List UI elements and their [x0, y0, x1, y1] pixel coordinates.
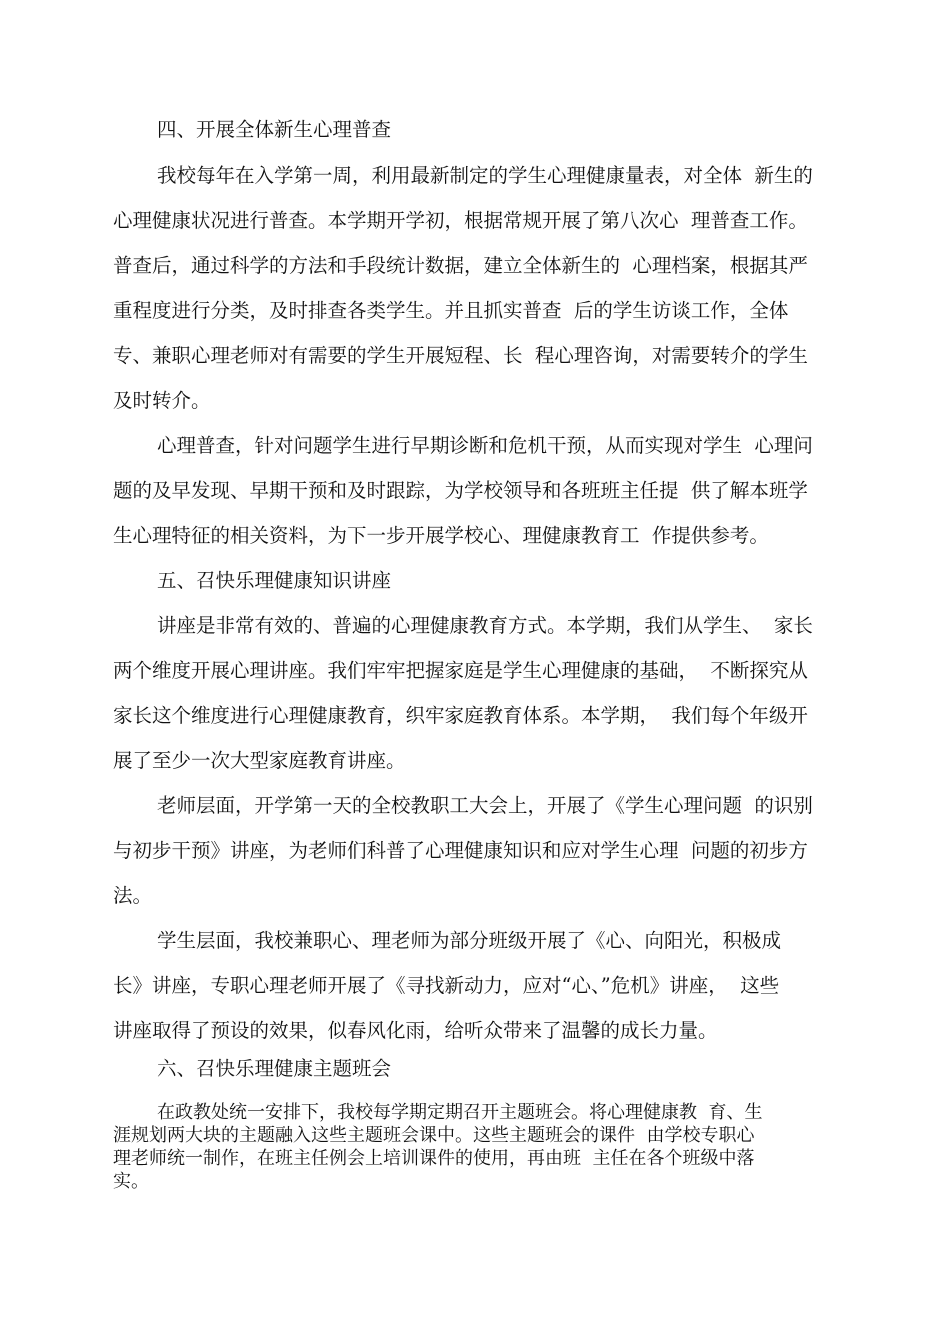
section-heading: 五、召快乐理健康知识讲座: [157, 569, 392, 592]
paragraph-line: 家长这个维度进行心理健康教育，织牢家庭教育体系。本学期， 我们每个年级开: [113, 704, 808, 727]
paragraph-line: 讲座是非常有效的、普遍的心理健康教育方式。本学期，我们从学生、 家长: [157, 614, 813, 637]
paragraph-line: 两个维度开展心理讲座。我们牢牢把握家庭是学生心理健康的基础， 不断探究从: [113, 659, 808, 682]
paragraph-line: 心理普查，针对问题学生进行早期诊断和危机干预，从而实现对学生 心理问: [157, 434, 813, 457]
paragraph-line: 题的及早发现、早期干预和及时跟踪，为学校领导和各班班主任提 供了解本班学: [113, 479, 808, 502]
paragraph-line: 我校每年在入学第一周，利用最新制定的学生心理健康量表，对全体 新生的: [157, 164, 813, 187]
paragraph-line: 长》讲座，专职心理老师开展了《寻找新动力，应对“心、”危机》讲座， 这些: [113, 974, 780, 997]
paragraph-line: 心理健康状况进行普查。本学期开学初，根据常规开展了第八次心 理普查工作。: [113, 209, 808, 232]
paragraph-line: 重程度进行分类，及时排查各类学生。并且抓实普查 后的学生访谈工作，全体: [113, 299, 789, 322]
paragraph-line: 老师层面，开学第一天的全校教职工大会上，开展了《学生心理问题 的识别: [157, 794, 813, 817]
paragraph-line: 专、兼职心理老师对有需要的学生开展短程、长 程心理咨询，对需要转介的学生: [113, 344, 808, 367]
section-heading: 四、开展全体新生心理普查: [157, 118, 392, 141]
paragraph-line: 普查后，通过科学的方法和手段统计数据，建立全体新生的 心理档案，根据其严: [113, 254, 808, 277]
paragraph-line: 及时转介。: [113, 389, 211, 412]
paragraph-line: 在政教处统一安排下，我校每学期定期召开主题班会。将心理健康教 育、生: [157, 1102, 763, 1123]
paragraph-line: 与初步干预》讲座，为老师们科普了心理健康知识和应对学生心理 问题的初步方: [113, 839, 808, 862]
paragraph-line: 展了至少一次大型家庭教育讲座。: [113, 749, 406, 772]
paragraph-line: 实。: [113, 1171, 149, 1192]
paragraph-line: 理老师统一制作，在班主任例会上培训课件的使用，再由班 主任在各个班级中落: [113, 1148, 755, 1169]
section-heading: 六、召快乐理健康主题班会: [157, 1057, 392, 1080]
paragraph-line: 学生层面，我校兼职心、理老师为部分班级开展了《心、向阳光，积极成: [157, 929, 782, 952]
paragraph-line: 讲座取得了预设的效果，似春风化雨，给听众带来了温馨的成长力量。: [113, 1019, 718, 1042]
paragraph-line: 生心理特征的相关资料，为下一步开展学校心、理健康教育工 作提供参考。: [113, 524, 769, 547]
paragraph-line: 法。: [113, 884, 153, 907]
paragraph-line: 涯规划两大块的主题融入这些主题班会课中。这些主题班会的课件 由学校专职心: [113, 1125, 755, 1146]
